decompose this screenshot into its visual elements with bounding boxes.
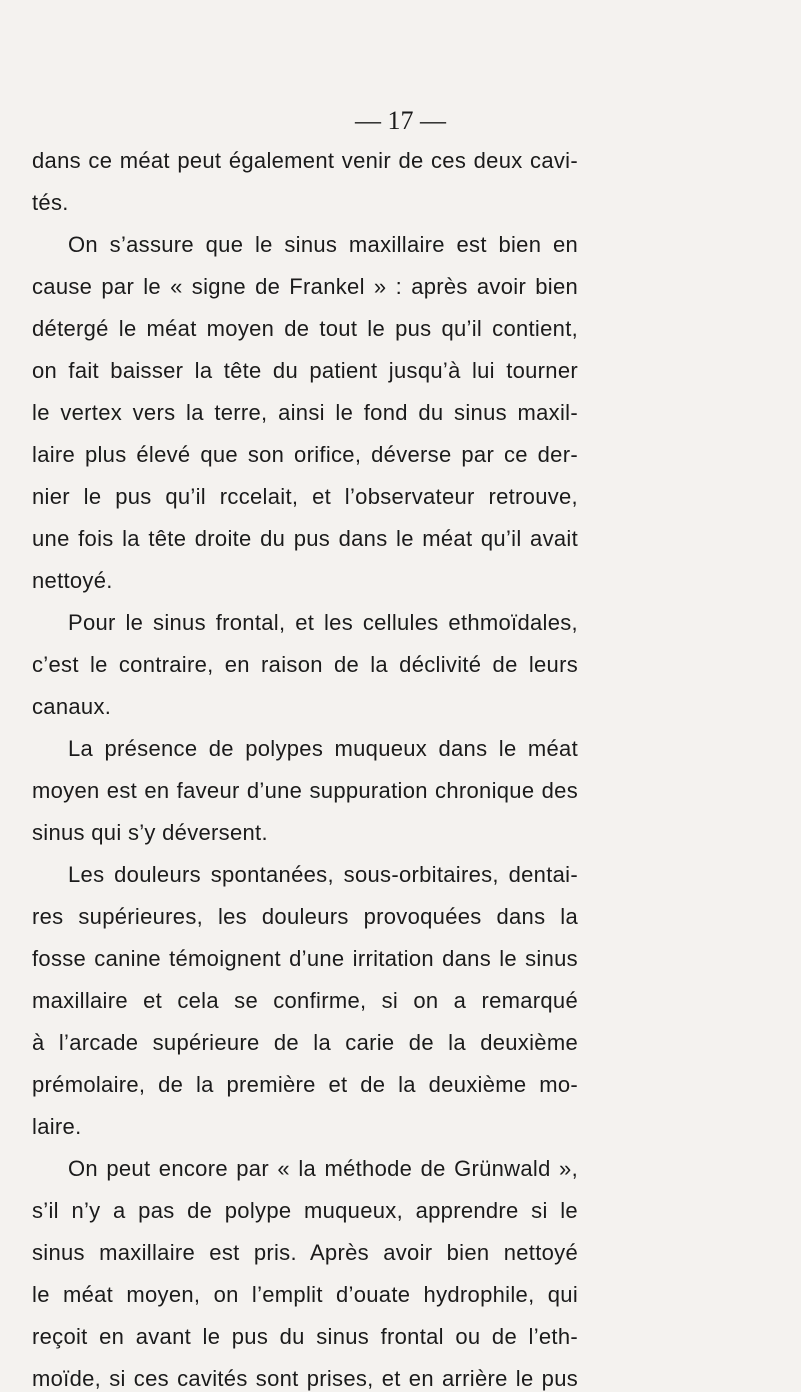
- text-line: dans ce méat peut également venir de ces deux cavi-: [32, 148, 578, 173]
- text-line: fosse canine témoignent d’une irritation dans le sinus: [32, 946, 578, 971]
- page-number: — 17 —: [355, 106, 446, 135]
- text-line: sinus maxillaire est pris. Après avoir bien nettoyé: [32, 1240, 578, 1265]
- text-line: sinus qui s’y déversent.: [32, 820, 268, 845]
- text-line: laire plus élevé que son orifice, déverse par ce der-: [32, 442, 578, 467]
- text-line: laire.: [32, 1114, 82, 1139]
- text-line: nier le pus qu’il rccelait, et l’observateur retrouve,: [32, 484, 578, 509]
- text-line: on fait baisser la tête du patient jusqu’à lui tourner: [32, 358, 579, 383]
- text-line: le méat moyen, on l’emplit d’ouate hydrophile, qui: [32, 1282, 579, 1307]
- text-line: canaux.: [32, 694, 112, 719]
- text-line: tés.: [32, 190, 69, 215]
- text-line: nettoyé.: [32, 568, 113, 593]
- text-line: cause par le « signe de Frankel » : après avoir bien: [32, 274, 579, 299]
- text-line: res supérieures, les douleurs provoquées dans la: [32, 904, 579, 929]
- text-line: une fois la tête droite du pus dans le méat qu’il avait: [32, 526, 579, 551]
- text-line: prémolaire, de la première et de la deuxième mo-: [32, 1072, 579, 1097]
- text-line: s’il n’y a pas de polype muqueux, apprendre si le: [32, 1198, 578, 1223]
- text-line: détergé le méat moyen de tout le pus qu’il contient,: [32, 316, 579, 341]
- text-line: moyen est en faveur d’une suppuration chronique des: [32, 778, 578, 803]
- text-line: Pour le sinus frontal, et les cellules ethmoïdales,: [68, 610, 578, 635]
- text-line: le vertex vers la terre, ainsi le fond du sinus maxil-: [32, 400, 578, 425]
- text-line: On peut encore par « la méthode de Grünwald »,: [68, 1156, 578, 1181]
- text-line: Les douleurs spontanées, sous-orbitaires, dentai-: [68, 862, 578, 887]
- text-line: moïde, si ces cavités sont prises, et en arrière le pus: [32, 1366, 579, 1391]
- text-line: reçoit en avant le pus du sinus frontal ou de l’eth-: [32, 1324, 579, 1349]
- text-line: La présence de polypes muqueux dans le méat: [68, 736, 578, 761]
- text-line: à l’arcade supérieure de la carie de la deuxième: [32, 1030, 578, 1055]
- text-line: maxillaire et cela se confirme, si on a remarqué: [32, 988, 579, 1013]
- text-line: c’est le contraire, en raison de la déclivité de leurs: [32, 652, 579, 677]
- text-line: On s’assure que le sinus maxillaire est bien en: [68, 232, 579, 257]
